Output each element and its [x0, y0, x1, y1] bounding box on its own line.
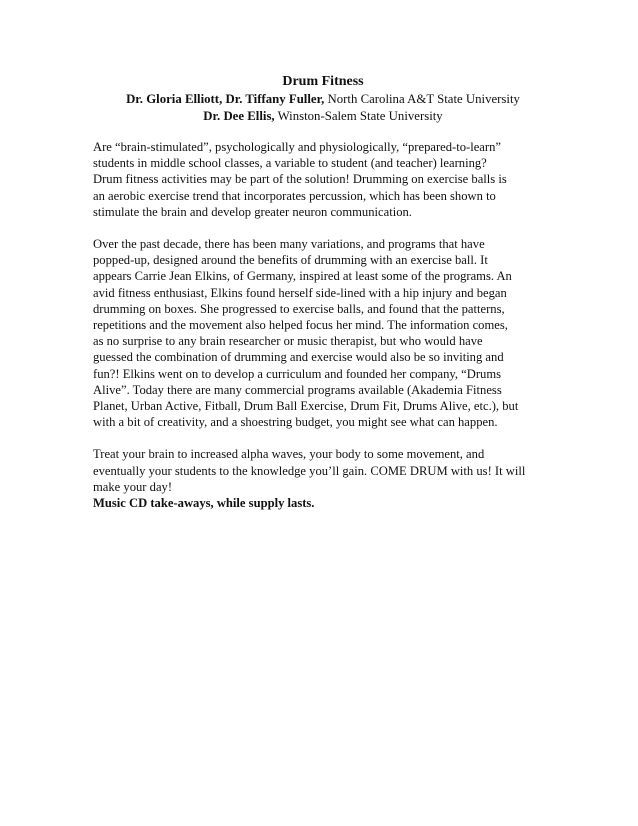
text-line: Are “brain-stimulated”, psychologically and physiologically, “prepared-to-learn” — [93, 140, 501, 154]
text-line: as no surprise to any brain researcher or music therapist, but who would have — [93, 334, 483, 349]
authors-line-2 — [93, 108, 553, 125]
text-line: Planet, Urban Active, Fitball, Drum Ball Exercise, Drum Fit, Drums Alive, etc.), but — [93, 399, 519, 414]
affiliation-1: North Carolina A&T State University — [324, 92, 520, 106]
text-line: Treat your brain to increased alpha waves, your body to some movement, and — [93, 447, 485, 462]
text-line: guessed the combination of drumming and exercise would also be so inviting and — [93, 350, 504, 365]
affiliation-2: Winston-Salem State University — [274, 109, 443, 123]
paragraph-history — [93, 236, 553, 430]
text-line: appears Carrie Jean Elkins, of Germany, inspired at least some of the programs. An — [93, 269, 512, 284]
text-line: avid fitness enthusiast, Elkins found herself side-lined with a hip injury and began — [93, 285, 507, 300]
text-line: Over the past decade, there has been many variations, and programs that have — [93, 237, 485, 252]
text-line: stimulate the brain and develop greater neuron communication. — [93, 204, 412, 219]
text-line: repetitions and the movement also helped focus her mind. The information comes, — [93, 318, 508, 333]
text-line: fun?! Elkins went on to develop a curriculum and founded her company, “Drums — [93, 366, 502, 381]
document-page — [93, 73, 553, 511]
text-line: students in middle school classes, a variable to student (and teacher) learning? — [93, 156, 487, 171]
document-title: Drum Fitness — [282, 74, 364, 89]
spacer — [93, 125, 553, 139]
text-line: Drum fitness activities may be part of the solution! Drumming on exercise balls is — [93, 172, 507, 187]
closing-note: Music CD take-aways, while supply lasts. — [93, 496, 315, 511]
text-line: popped-up, designed around the benefits of drumming with an exercise ball. It — [93, 253, 488, 268]
text-line: with a bit of creativity, and a shoestring budget, you might see what can happen. — [93, 415, 498, 430]
author-names-1: Dr. Gloria Elliott, Dr. Tiffany Fuller, — [126, 92, 325, 106]
authors-line-1 — [93, 91, 553, 108]
text-line: Alive”. Today there are many commercial programs available (Akademia Fitness — [93, 382, 502, 397]
text-line: drumming on boxes. She progressed to exercise balls, and found that the patterns, — [93, 301, 505, 316]
text-line: eventually your students to the knowledge you’ll gain. COME DRUM with us! It will — [93, 463, 526, 478]
text-line: an aerobic exercise trend that incorporates percussion, which has been shown to — [93, 188, 496, 203]
paragraph-intro — [93, 139, 553, 220]
author-names-2: Dr. Dee Ellis, — [203, 109, 275, 123]
text-line: make your day! — [93, 479, 173, 494]
paragraph-call-to-action — [93, 446, 553, 511]
